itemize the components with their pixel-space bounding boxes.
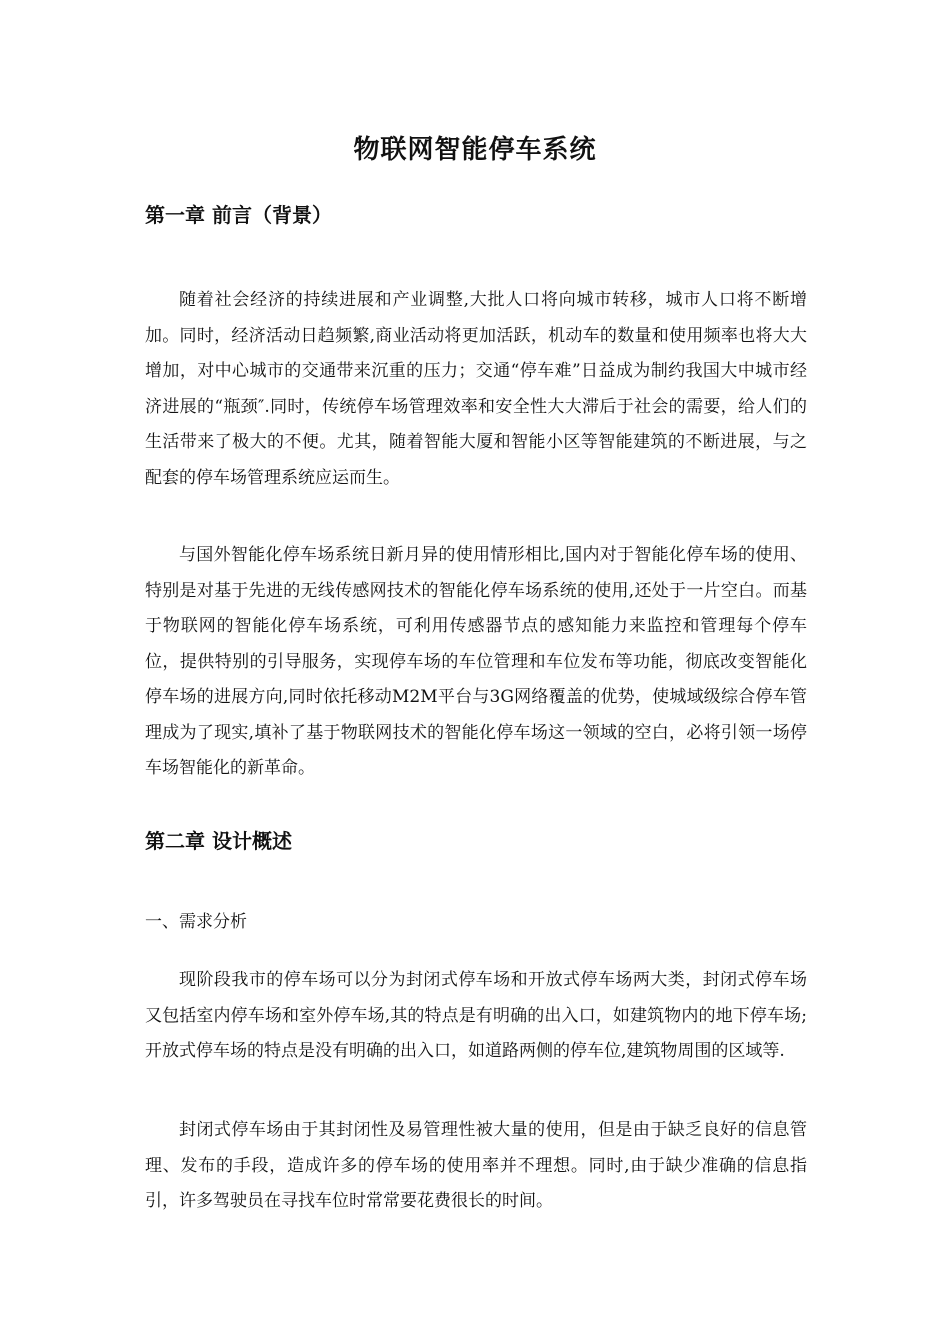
chapter-1-paragraph-2: 与国外智能化停车场系统日新月异的使用情形相比,国内对于智能化停车场的使用、特别是对基于先进的无线传感网技术的智能化停车场系统的使用,还处于一片空白。而基于物联网的智能化停车场系统，可利用传感器节点的感知能力来监控和管理每个停车位，提供特别的引导服务，实现停车场的车位管理和车位发布等功能，彻底改变智能化停车场的进展方向,同时依托移动M2M平台与3G网络覆盖的优势，使城域级综合停车管理成为了现实,填补了基于物联网技术的智能化停车场这一领域的空白，必将引领一场停车场智能化的新革命。	[145, 545, 807, 778]
chapter-2-heading: 第二章 设计概述	[145, 829, 292, 853]
chapter-1-paragraph-1: 随着社会经济的持续进展和产业调整,大批人口将向城市转移，城市人口将不断增加。同时，经济活动日趋频繁,商业活动将更加活跃，机动车的数量和使用频率也将大大增加，对中心城市的交通带来沉重的压力；交通“停车难”日益成为制约我国大中城市经济进展的“瓶颈″.同时，传统停车场管理效率和安全性大大滞后于社会的需要，给人们的生活带来了极大的不便。尤其，随着智能大厦和智能小区等智能建筑的不断进展，与之配套的停车场管理系统应运而生。	[145, 290, 807, 488]
section-requirements-heading: 一、需求分析	[145, 912, 247, 932]
section-requirements-paragraph-1: 现阶段我市的停车场可以分为封闭式停车场和开放式停车场两大类，封闭式停车场又包括室内停车场和室外停车场,其的特点是有明确的出入口，如建筑物内的地下停车场;开放式停车场的特点是没有明确的出入口，如道路两侧的停车位,建筑物周围的区域等.	[145, 970, 807, 1061]
document-title: 物联网智能停车系统	[353, 135, 597, 165]
chapter-1-heading: 第一章 前言（背景）	[145, 203, 332, 227]
section-requirements-paragraph-2: 封闭式停车场由于其封闭性及易管理性被大量的使用，但是由于缺乏良好的信息管理、发布的手段，造成许多的停车场的使用率并不理想。同时,由于缺少准确的信息指引，许多驾驶员在寻找车位时常常要花费很长的时间。	[145, 1120, 807, 1211]
